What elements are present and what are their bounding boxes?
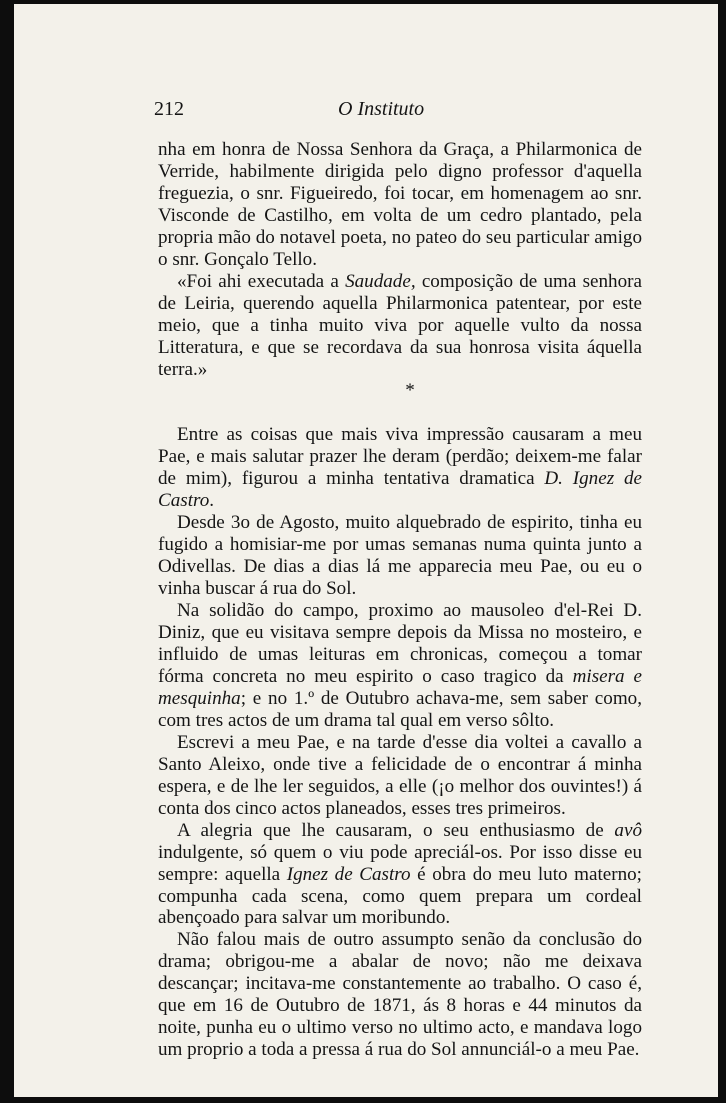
running-title: O Instituto — [338, 98, 425, 120]
book-page — [14, 4, 718, 1097]
paragraph-p3 — [158, 424, 642, 512]
text-block-before-separator — [158, 139, 642, 380]
paragraph-p4 — [158, 512, 642, 600]
paragraph-text: «Foi ahi executada a — [177, 270, 346, 292]
paragraph-text: . — [209, 490, 215, 512]
italic-text: Saudade, — [345, 270, 416, 292]
paragraph-text: é obra do meu luto materno; compunha cada scena, como quem prepara um cordeal abençoado para salvar um moribundo. — [158, 863, 642, 929]
paragraph-text: composição de uma senhora de Leiria, querendo aquella Philarmonica patentear, por este meio, que a tinha muito viva por aquelle vulto da nossa Litteratura, e que se recordava da sua honrosa visita áquella terra.» — [158, 270, 642, 380]
paragraph-text: A alegria que lhe causaram, o seu enthusiasmo de — [177, 819, 615, 841]
text-block-after-separator — [158, 424, 642, 1061]
italic-text: Ignez de Castro — [286, 863, 411, 885]
italic-text: misera e mesquinha — [158, 665, 642, 709]
paragraph-text: ; e no 1.º de Outubro achava-me, sem saber como, com tres actos de um drama tal qual em verso sôlto. — [158, 687, 642, 731]
section-separator: * — [405, 380, 415, 402]
paragraph-text: Não falou mais de outro assumpto senão da conclusão do drama; obrigou-me a abalar de novo; não me deixava descançar; incitava-me constantemente ao trabalho. O caso é, que em 16 de Outubro de 1871, ás 8 horas e 44 minutos da noite, punha eu o ultimo verso no ultimo acto, e mandava logo um proprio a toda a pressa á rua do Sol annunciál-o a meu Pae. — [158, 929, 642, 1061]
italic-text: avô — [614, 819, 642, 841]
page-number: 212 — [154, 98, 184, 120]
body-text — [158, 139, 642, 1061]
paragraph-text: nha em honra de Nossa Senhora da Graça, a Philarmonica de Verride, habilmente dirigida pelo digno professor d'aquella freguezia, o snr. Figueiredo, foi tocar, em homenagem ao snr. Visconde de Castilho, em volta de um cedro plantado, pela propria mão do notavel poeta, no pateo do seu particular amigo o snr. Gonçalo Tello. — [158, 139, 642, 270]
italic-text: D. Ignez de Castro — [158, 468, 642, 512]
paragraph-text: Entre as coisas que mais viva impressão causaram a meu Pae, e mais salutar prazer lhe deram (perdão; deixem-me falar de mim), figurou a minha tentativa dramatica — [158, 424, 642, 490]
paragraph-text: Desde 3o de Agosto, muito alquebrado de espirito, tinha eu fugido a homisiar-me por umas semanas numa quinta junto a Odivellas. De dias a dias lá me apparecia meu Pae, ou eu o vinha buscar á rua do Sol. — [158, 512, 642, 600]
paragraph-text: Escrevi a meu Pae, e na tarde d'esse dia voltei a cavallo a Santo Aleixo, onde tive a felicidade de o encontrar á minha espera, e de lhe ler seguidos, a elle (¡o melhor dos ouvintes!) á conta dos cinco actos planeados, esses tres primeiros. — [158, 731, 642, 819]
paragraph-p1 — [158, 139, 642, 271]
paragraph-p5 — [158, 600, 642, 732]
paragraph-p2 — [158, 271, 642, 381]
paragraph-text: Na solidão do campo, proximo ao mausoleo d'el-Rei D. Diniz, que eu visitava sempre depois da Missa no mosteiro, e influido de umas leituras em chronicas, começou a tomar fórma concreta no meu espirito o caso tragico da — [158, 600, 642, 687]
paragraph-p7 — [158, 820, 642, 930]
paragraph-p8 — [158, 929, 642, 1061]
paragraph-text: indulgente, só quem o viu pode apreciál-os. Por isso disse eu sempre: aquella — [158, 841, 642, 885]
paragraph-p6 — [158, 732, 642, 820]
